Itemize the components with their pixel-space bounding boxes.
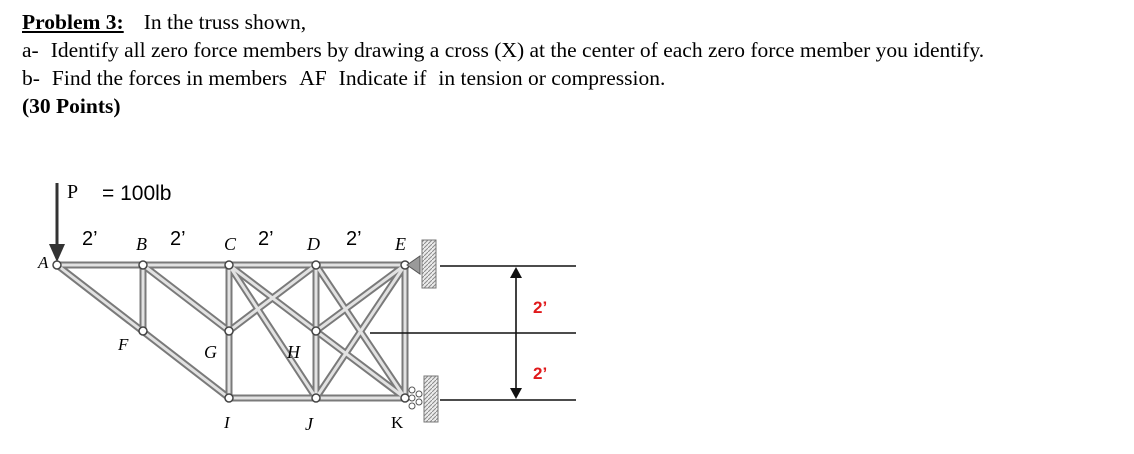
node-label-b: B	[136, 234, 147, 254]
node-label-a: A	[38, 253, 49, 272]
node-label-h: H	[287, 342, 300, 362]
node-label-d: D	[307, 234, 320, 254]
joint-g	[225, 327, 233, 335]
node-label-j: J	[305, 414, 313, 434]
node-label-g: G	[204, 342, 217, 362]
joint-j	[312, 394, 320, 402]
node-label-f: F	[118, 335, 129, 354]
spacing-bc: 2’	[170, 228, 186, 250]
load-arrow	[49, 183, 65, 262]
problem-intro: In the truss shown,	[143, 10, 307, 34]
part-a-text: Identify all zero force members by drawing a cross (X) at the center of each zero force member you identify.	[50, 38, 985, 62]
part-b-text-3: in tension or compression.	[438, 66, 666, 90]
node-label-i: I	[224, 413, 230, 432]
part-b-marker: b-	[22, 66, 40, 90]
part-b-member: AF	[299, 66, 327, 90]
problem-number: Problem 3:	[22, 10, 124, 34]
load-value: = 100lb	[102, 182, 172, 205]
spacing-ab: 2’	[82, 228, 98, 250]
joint-d	[312, 261, 320, 269]
part-a-marker: a-	[22, 38, 39, 62]
spacing-de: 2’	[346, 228, 362, 250]
part-b-text-1: Find the forces in members	[51, 66, 288, 90]
dim-arrow-bottom	[510, 388, 522, 399]
joint-k	[401, 394, 409, 402]
joint-a	[53, 261, 61, 269]
joint-h	[312, 327, 320, 335]
points: (30 Points)	[22, 94, 121, 118]
joint-b	[139, 261, 147, 269]
node-label-e: E	[395, 234, 406, 254]
dim-lower-label: 2’	[533, 364, 548, 383]
joint-i	[225, 394, 233, 402]
dim-upper-label: 2’	[533, 298, 548, 317]
joint-c	[225, 261, 233, 269]
joint-f	[139, 327, 147, 335]
node-label-c: C	[224, 234, 237, 254]
dim-arrow-top	[510, 267, 522, 278]
part-b-text-2: Indicate if	[338, 66, 427, 90]
load-label: P	[67, 181, 79, 203]
node-label-k: K	[391, 413, 404, 432]
support-k	[409, 376, 438, 422]
spacing-cd: 2’	[258, 228, 274, 250]
support-e	[407, 240, 436, 288]
